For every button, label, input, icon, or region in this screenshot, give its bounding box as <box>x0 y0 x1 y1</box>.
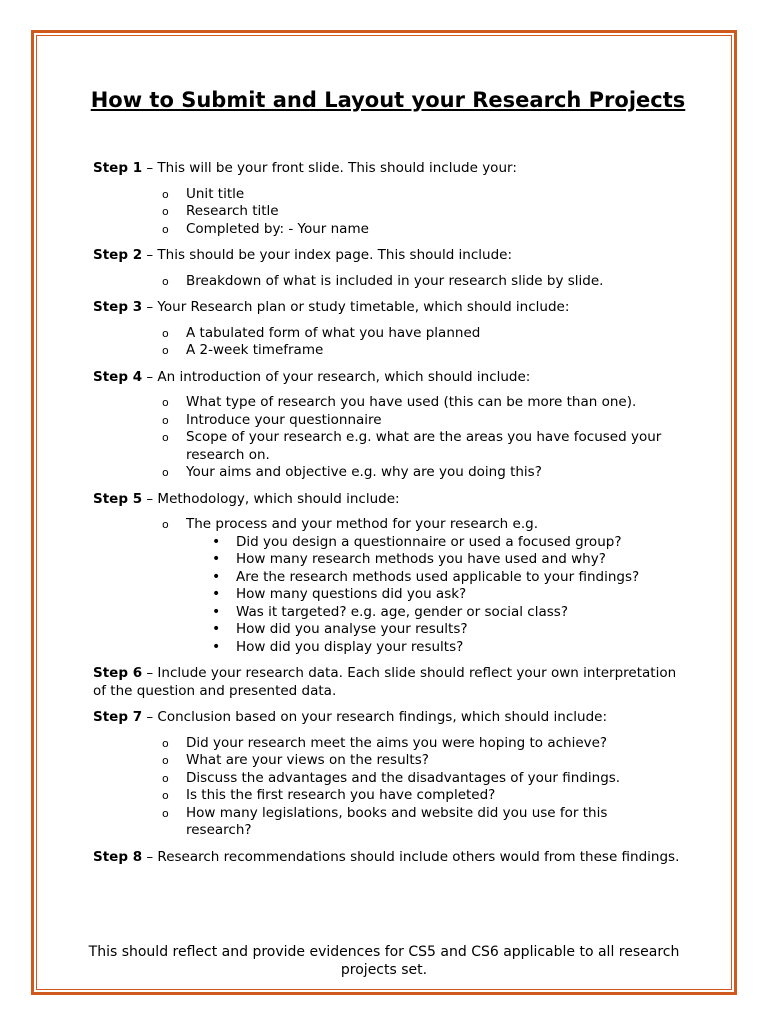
step-6 <box>93 665 683 700</box>
page-title: How to Submit and Layout your Research Projects <box>90 88 686 112</box>
step-label: Step 6 <box>93 665 143 681</box>
list-item: o A tabulated form of what you have planned <box>162 324 481 341</box>
circle-bullet-icon: o <box>162 222 169 236</box>
list-item: o What are your views on the results? <box>162 752 429 768</box>
sublist-item: • How many research methods you have used and why? <box>212 551 606 567</box>
sublist-item: • Are the research methods used applicable to your findings? <box>212 568 640 585</box>
step-label: Step 8 <box>93 848 143 865</box>
list-item: o Research title <box>162 203 279 219</box>
step-text: – Include your research data. Each slide should reflect your own interpretation of the question and presented data. <box>93 665 677 699</box>
step-2-list <box>93 273 683 291</box>
step-4 <box>93 369 683 387</box>
step-5-sublist <box>186 534 683 657</box>
bullet-icon: • <box>212 533 221 550</box>
step-1-list <box>93 186 683 239</box>
circle-bullet-icon: o <box>162 413 169 427</box>
list-item: o What type of research you have used (this can be more than one). <box>162 394 637 410</box>
step-text: – Your Research plan or study timetable, which should include: <box>142 299 570 315</box>
circle-bullet-icon: o <box>162 789 169 802</box>
list-item: o Breakdown of what is included in your research slide by slide. <box>162 272 604 289</box>
step-8 <box>93 849 683 867</box>
step-3-list <box>93 325 683 360</box>
list-item: o Is this the first research you have completed? <box>162 787 496 803</box>
step-1 <box>93 160 683 178</box>
circle-bullet-icon: o <box>162 466 169 479</box>
circle-bullet-icon: o <box>162 396 169 409</box>
sublist-item: • How many questions did you ask? <box>212 586 467 602</box>
list-item: o A 2-week timeframe <box>162 342 324 358</box>
list-item: o Unit title <box>162 185 245 202</box>
sublist-item: • How did you analyse your results? <box>212 621 468 637</box>
step-7 <box>93 709 683 727</box>
circle-bullet-icon: o <box>162 806 169 820</box>
circle-bullet-icon: o <box>162 771 169 785</box>
list-item: o Scope of your research e.g. what are the areas you have focused your research on. <box>162 429 662 463</box>
step-label: Step 7 <box>93 709 143 725</box>
sublist-item: • Was it targeted? e.g. age, gender or social class? <box>212 603 568 620</box>
circle-bullet-icon: o <box>162 344 169 357</box>
circle-bullet-icon: o <box>162 205 169 218</box>
bullet-icon: • <box>212 568 221 585</box>
circle-bullet-icon: o <box>162 431 169 444</box>
step-3 <box>93 299 683 317</box>
step-2 <box>93 247 683 265</box>
list-item: o The process and your method for your research e.g. • Did you design a questionnaire or used a focused group? • How many research methods you have used and why? • Are the research methods used applicable to your findings? • How many questions did you ask? • Was it targeted? e.g. age, gender or social class? • How did you analyse your results? • How did you display your results? <box>186 516 683 656</box>
list-item: o How many legislations, books and website did you use for this research? <box>162 804 608 838</box>
bullet-icon: • <box>212 603 221 620</box>
circle-bullet-icon: o <box>162 754 169 767</box>
step-label: Step 4 <box>93 368 143 385</box>
step-label: Step 3 <box>93 299 143 315</box>
list-item: o Completed by: - Your name <box>162 220 369 237</box>
step-label: Step 1 <box>93 160 143 176</box>
step-text: – Methodology, which should include: <box>142 490 400 507</box>
step-7-list <box>93 735 683 840</box>
circle-bullet-icon: o <box>162 518 169 531</box>
sublist-item: • Did you design a questionnaire or used a focused group? <box>212 533 622 550</box>
step-text: – Conclusion based on your research findings, which should include: <box>142 709 607 725</box>
step-text: – An introduction of your research, which should include: <box>142 368 531 385</box>
list-item: o Discuss the advantages and the disadvantages of your findings. <box>162 769 621 786</box>
circle-bullet-icon: o <box>162 326 169 340</box>
circle-bullet-icon: o <box>162 187 169 201</box>
footer-note: This should reflect and provide evidences for CS5 and CS6 applicable to all research projects set. <box>88 944 680 978</box>
step-5-list <box>93 516 683 656</box>
bullet-icon: • <box>212 551 221 567</box>
document-body <box>90 86 686 866</box>
step-4-list <box>93 394 683 482</box>
sublist-item: • How did you display your results? <box>212 638 464 655</box>
step-5 <box>93 491 683 509</box>
step-label: Step 2 <box>93 247 143 263</box>
step-text: – This will be your front slide. This should include your: <box>142 160 517 176</box>
step-label: Step 5 <box>93 490 143 507</box>
step-text: – This should be your index page. This should include: <box>142 247 513 263</box>
bullet-icon: • <box>212 586 221 602</box>
circle-bullet-icon: o <box>162 274 169 288</box>
list-item: o Did your research meet the aims you were hoping to achieve? <box>162 734 608 751</box>
bullet-icon: • <box>212 638 221 655</box>
list-item: o Your aims and objective e.g. why are you doing this? <box>162 464 542 480</box>
list-item: o Introduce your questionnaire <box>162 411 382 428</box>
bullet-icon: • <box>212 621 221 637</box>
circle-bullet-icon: o <box>162 736 169 750</box>
step-text: – Research recommendations should include others would from these findings. <box>142 848 680 865</box>
